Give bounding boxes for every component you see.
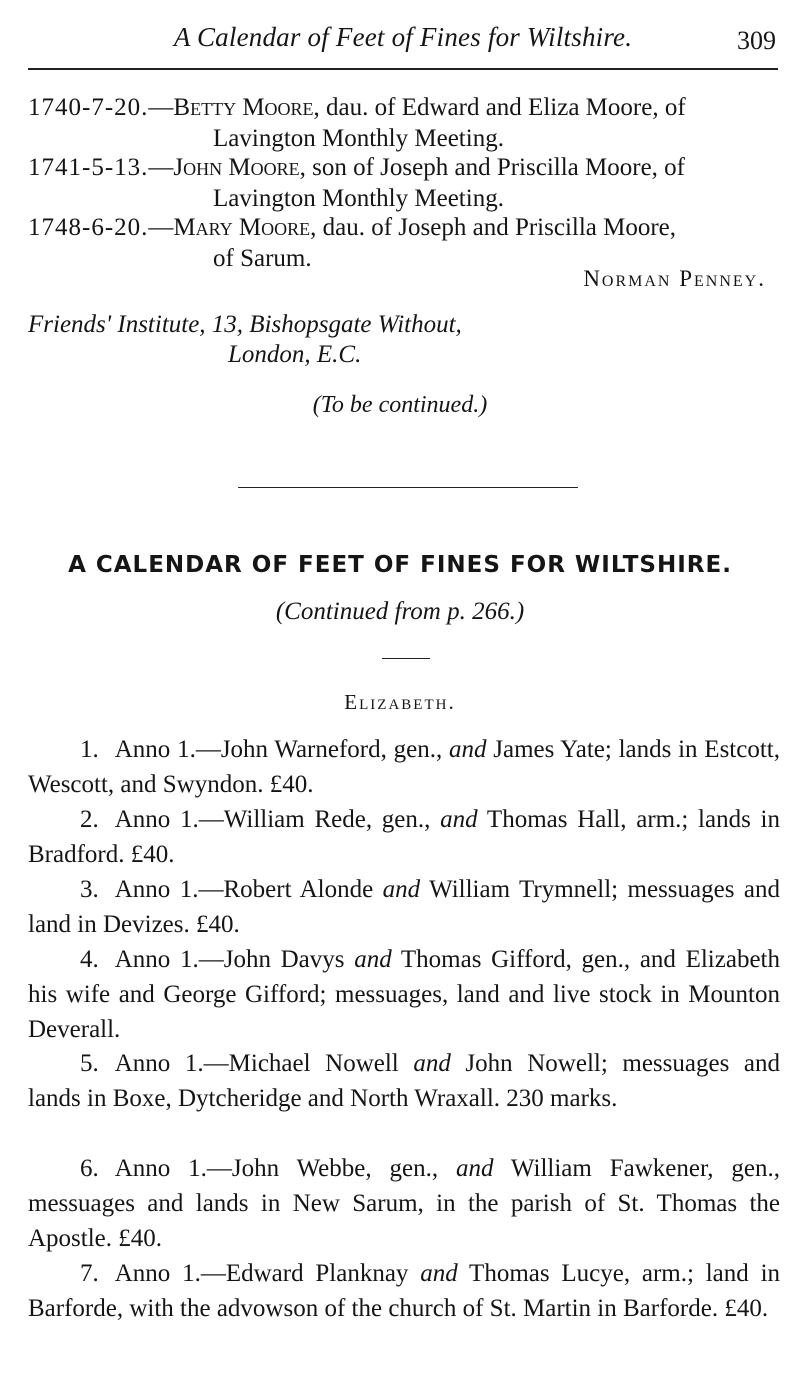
entry-date: 1741-5-13. xyxy=(28,154,149,181)
fine-entry xyxy=(28,1151,780,1256)
fine-text: Thomas Hall, arm.; lands in Bradford. £40. xyxy=(28,806,780,868)
entry-text: , dau. of Joseph and Priscilla Moore, xyxy=(310,214,677,241)
fine-conjunction: and xyxy=(455,1155,494,1182)
fine-text: William Trymnell; messuages and land in Devizes. £40. xyxy=(28,876,780,938)
fine-text: William Fawkener, gen., messuages and lands in New Sarum, in the parish of St. Thomas the Apostle. £40. xyxy=(28,1155,781,1252)
running-title: A Calendar of Feet of Fines for Wiltshire. xyxy=(173,22,633,52)
section-subtitle: (Continued from p. 266.) xyxy=(275,598,525,625)
fine-number: 5. xyxy=(80,1050,99,1077)
address-line-2: London, E.C. xyxy=(228,341,362,368)
fine-entry xyxy=(28,942,780,1047)
fine-entry xyxy=(28,1046,780,1116)
entry-continuation: Lavington Monthly Meeting. xyxy=(213,185,504,212)
fine-conjunction: and xyxy=(413,1050,451,1077)
fine-number: 3. xyxy=(80,876,99,903)
fine-text: James Yate; lands in Estcott, Wescott, and Swyndon. £40. xyxy=(28,736,780,798)
to-be-continued-note: (To be continued.) xyxy=(312,392,488,418)
fine-number: 7. xyxy=(80,1260,99,1287)
section-divider xyxy=(238,487,578,488)
fine-text: Anno 1.—Edward Planknay xyxy=(114,1260,421,1287)
entry-name: Mary Moore xyxy=(173,214,311,241)
entry-date: 1748-6-20. xyxy=(28,214,149,241)
fine-number: 1. xyxy=(80,736,99,763)
short-divider xyxy=(382,658,430,659)
fine-entry xyxy=(28,802,780,872)
fine-text: Anno 1.—John Warneford, gen., xyxy=(114,736,449,763)
fine-text: Anno 1.—John Davys xyxy=(114,946,355,973)
fine-text: Anno 1.—Robert Alonde xyxy=(114,876,383,903)
fine-text: John Nowell; messuages and lands in Boxe, Dytcheridge and North Wraxall. 230 marks. xyxy=(28,1050,780,1112)
fine-entry xyxy=(28,732,780,802)
entry-text: , son of Joseph and Priscilla Moore, of xyxy=(299,154,685,181)
address-line-1: Friends' Institute, 13, Bishopsgate Without, xyxy=(28,311,462,338)
page-number: 309 xyxy=(737,26,776,55)
fine-number: 2. xyxy=(80,806,99,833)
fine-text: Thomas Gifford, gen., and Elizabeth his wife and George Gifford; messuages, land and live stock in Mounton Deverall. xyxy=(28,946,780,1043)
fine-conjunction: and xyxy=(354,946,392,973)
fine-entry xyxy=(28,1256,780,1326)
fine-entry xyxy=(28,872,780,942)
record-entry: 1741-5-13.—John Moore, son of Joseph and Priscilla Moore, of Lavington Monthly Meeting. xyxy=(28,152,783,214)
fine-text: Anno 1.—Michael Nowell xyxy=(114,1050,414,1077)
author-address xyxy=(28,310,462,370)
fine-text: Anno 1.—William Rede, gen., xyxy=(114,806,441,833)
record-entry: 1748-6-20.—Mary Moore, dau. of Joseph and Priscilla Moore, of Sarum. xyxy=(28,212,783,274)
fine-conjunction: and xyxy=(382,876,421,903)
fine-number: 6. xyxy=(80,1155,99,1182)
entry-date: 1740-7-20. xyxy=(28,94,149,121)
fine-conjunction: and xyxy=(420,1260,458,1287)
entry-continuation: Lavington Monthly Meeting. xyxy=(213,125,504,152)
entry-continuation: of Sarum. xyxy=(213,245,312,272)
fine-conjunction: and xyxy=(440,806,478,833)
author-signature: Norman Penney. xyxy=(583,266,766,291)
entry-name: Betty Moore xyxy=(173,94,314,121)
fine-text: Anno 1.—John Webbe, gen., xyxy=(114,1155,456,1182)
fine-number: 4. xyxy=(80,946,99,973)
fine-conjunction: and xyxy=(448,736,487,763)
fine-text: Thomas Lucye, arm.; land in Barforde, with the advowson of the church of St. Martin in Barforde. £40. xyxy=(28,1260,781,1322)
section-title: A CALENDAR OF FEET OF FINES FOR WILTSHIRE. xyxy=(68,552,732,578)
header-rule xyxy=(28,68,778,70)
entry-name: John Moore xyxy=(173,154,300,181)
reign-heading: Elizabeth. xyxy=(344,690,456,714)
entry-text: , dau. of Edward and Eliza Moore, of xyxy=(313,94,686,121)
record-entry: 1740-7-20.—Betty Moore, dau. of Edward and Eliza Moore, of Lavington Monthly Meeting. xyxy=(28,92,783,154)
running-header xyxy=(28,14,778,70)
